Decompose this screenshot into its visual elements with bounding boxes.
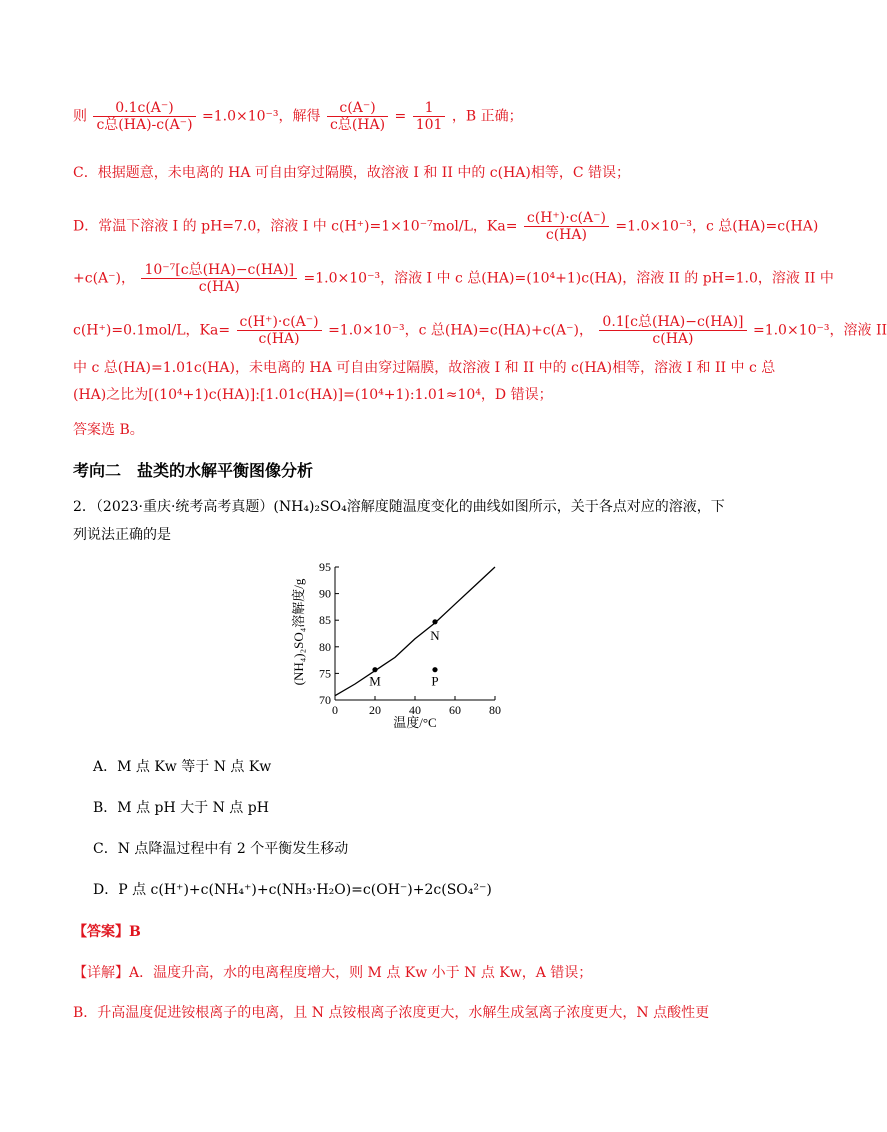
section-heading: 考向二 盐类的水解平衡图像分析 [73, 461, 314, 480]
fraction [237, 314, 322, 347]
chart-points [369, 619, 440, 688]
text-prefix: +c(A⁻)， [73, 270, 135, 287]
option-c: C．N 点降温过程中有 2 个平衡发生移动 [93, 841, 349, 857]
x-tick-label: 60 [449, 703, 461, 717]
equals: = [394, 108, 407, 125]
fraction-numerator: c(H⁺)·c(A⁻) [237, 314, 322, 331]
answer-b-line: 答案选 B。 [73, 422, 144, 438]
fraction-numerator: c(A⁻) [327, 100, 388, 117]
fraction [93, 100, 195, 133]
y-tick-label: 75 [319, 666, 331, 681]
option-a: A．M 点 Kw 等于 N 点 Kw [93, 759, 272, 775]
chart-ticks [319, 560, 501, 717]
fraction [327, 100, 388, 133]
x-tick-label: 40 [409, 703, 421, 717]
fraction-denominator: c(HA) [652, 331, 694, 347]
fraction-numerator: 0.1c(A⁻) [93, 100, 195, 117]
text-mid: =1.0×10⁻³，c 总(HA)=c(HA)+c(A⁻)， [328, 322, 593, 339]
option-d: D．P 点 c(H⁺)+c(NH₄⁺)+c(NH₃·H₂O)=c(OH⁻)+2c(SO₄²⁻) [93, 882, 492, 898]
y-tick-label: 95 [319, 560, 331, 574]
fraction-numerator: 1 [413, 100, 446, 117]
text-prefix: 则 [73, 108, 87, 125]
solution-line-d2 [73, 262, 834, 295]
solution-line-b-result [73, 100, 523, 133]
y-axis-label: (NH₄)₂SO₄溶解度/g [291, 578, 306, 686]
y-tick-label: 85 [319, 613, 331, 628]
fraction-denominator: 101 [415, 117, 443, 133]
text-mid: =1.0×10⁻³，解得 [202, 108, 321, 125]
question-line-1: 2．（2023·重庆·统考高考真题）(NH₄)₂SO₄溶解度随温度变化的曲线如图所示，关于各点对应的溶液，下 [73, 499, 725, 515]
detail-line-1: 【详解】A．温度升高，水的电离程度增大，则 M 点 Kw 小于 N 点 Kw，A 错误； [73, 965, 593, 981]
y-tick-label: 80 [319, 639, 331, 654]
fraction [599, 314, 746, 347]
text-suffix: =1.0×10⁻³，溶液 II [752, 322, 887, 339]
answer-label: 【答案】B [73, 924, 141, 940]
text-suffix: =1.0×10⁻³，c 总(HA)=c(HA) [615, 218, 819, 235]
fraction-denominator: c总(HA)-c(A⁻) [96, 117, 193, 133]
y-tick-label: 70 [319, 693, 331, 707]
solution-line-c: C．根据题意，未电离的 HA 可自由穿过隔膜，故溶液 I 和 II 中的 c(HA)相等，C 错误； [73, 165, 631, 181]
point-label-m: M [369, 673, 381, 689]
text-suffix: ，B 正确； [451, 108, 523, 125]
text-prefix: c(H⁺)=0.1mol/L，Ka= [73, 322, 231, 339]
option-b: B．M 点 pH 大于 N 点 pH [93, 800, 269, 816]
solution-line-d5: (HA)之比为[(10⁴+1)c(HA)]:[1.01c(HA)]=(10⁴+1):1.01≈10⁴，D 错误； [73, 387, 553, 403]
fraction [141, 262, 297, 295]
fraction-numerator: c(H⁺)·c(A⁻) [524, 210, 609, 227]
x-axis-label: 温度/°C [393, 715, 437, 730]
solution-line-d1 [73, 210, 818, 243]
text-suffix: =1.0×10⁻³，溶液 I 中 c 总(HA)=(10⁴+1)c(HA)，溶液 II 的 pH=1.0，溶液 II 中 [303, 270, 834, 287]
point-n [432, 619, 437, 624]
solution-line-d3 [73, 314, 887, 347]
chart-axes [335, 567, 495, 700]
fraction-denominator: c(HA) [258, 331, 300, 347]
solubility-chart [280, 555, 520, 740]
fraction-numerator: 10⁻⁷[c总(HA)−c(HA)] [141, 262, 297, 279]
point-m [372, 667, 377, 672]
fraction-numerator: 0.1[c总(HA)−c(HA)] [599, 314, 746, 331]
x-tick-label: 80 [489, 703, 501, 717]
solubility-curve [335, 567, 495, 696]
solution-line-d4: 中 c 总(HA)=1.01c(HA)，未电离的 HA 可自由穿过隔膜，故溶液 I 和 II 中的 c(HA)相等，溶液 I 和 II 中 c 总 [73, 360, 776, 376]
y-tick-label: 90 [319, 586, 331, 601]
fraction-denominator: c总(HA) [330, 117, 386, 133]
detail-line-2: B．升高温度促进铵根离子的电离，且 N 点铵根离子浓度更大，水解生成氢离子浓度更大，N 点酸性更 [73, 1005, 710, 1021]
point-p [432, 667, 437, 672]
fraction [413, 100, 446, 133]
x-tick-label: 0 [332, 703, 338, 717]
question-line-2: 列说法正确的是 [73, 527, 171, 543]
point-label-p: P [431, 673, 439, 689]
fraction-denominator: c(HA) [545, 227, 587, 243]
fraction-denominator: c(HA) [198, 279, 240, 295]
fraction [524, 210, 609, 243]
point-label-n: N [430, 627, 440, 643]
x-tick-label: 20 [369, 703, 381, 717]
text-prefix: D．常温下溶液 I 的 pH=7.0，溶液 I 中 c(H⁺)=1×10⁻⁷mol/L，Ka= [73, 218, 518, 235]
